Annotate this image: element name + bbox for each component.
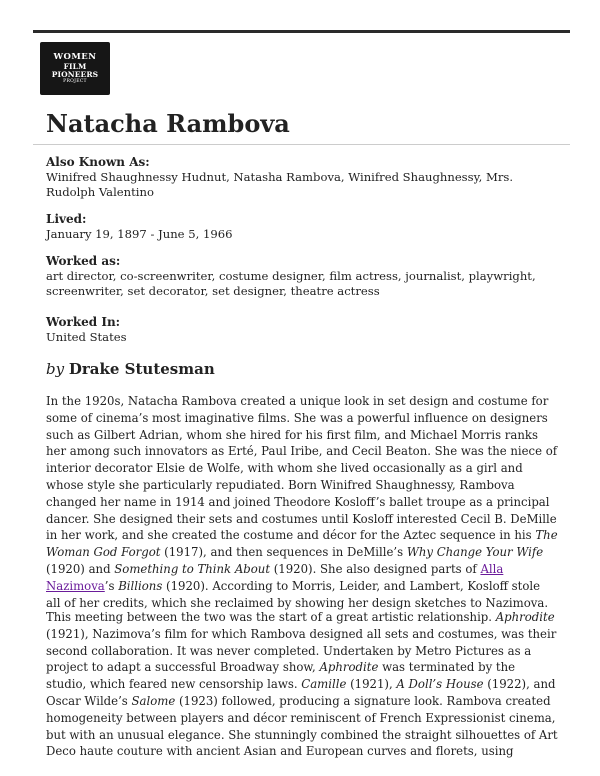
p2-title-5: Salome bbox=[131, 693, 176, 708]
page-title: Natacha Rambova bbox=[46, 109, 290, 138]
p2-title-1: Aphrodite bbox=[495, 610, 555, 624]
p2-text-4: (1921), bbox=[346, 677, 397, 692]
also-known-as-value: Winifred Shaughnessy Hudnut, Natasha Rambova, Winifred Shaughnessy, Mrs. Rudolph Valentino bbox=[46, 170, 514, 199]
logo-line-2: FILM PIONEERS bbox=[51, 62, 99, 79]
p1-title-1: The Woman God Forgot bbox=[46, 528, 558, 560]
paragraph-1 bbox=[46, 393, 558, 611]
p1-text-6: (1920). According to Morris, Leider, and Lambert, Kosloff stole all of her credits, which she reclaimed by showing her design sketches to Nazimova. bbox=[46, 578, 549, 610]
lived-section bbox=[46, 212, 546, 242]
worked-as-section bbox=[46, 254, 546, 299]
p2-title-4: A Doll’s House bbox=[396, 677, 484, 692]
p1-title-3: Something to Think About bbox=[114, 561, 271, 576]
p1-text-5: ’s bbox=[104, 578, 119, 593]
logo-line-3: PROJECT bbox=[63, 79, 87, 84]
logo[interactable] bbox=[40, 42, 110, 95]
header-rule bbox=[33, 30, 570, 33]
byline-author: Drake Stutesman bbox=[68, 360, 215, 378]
p2-text-1: This meeting between the two was the start of a great artistic relationship. bbox=[46, 610, 496, 624]
byline bbox=[46, 360, 215, 378]
p2-text-5: (1922), and Oscar Wilde’s bbox=[46, 677, 556, 708]
also-known-as-section bbox=[46, 155, 546, 200]
p1-text-2: (1917), and then sequences in DeMille’s bbox=[160, 545, 407, 560]
worked-in-section bbox=[46, 315, 546, 345]
p1-title-4: Billions bbox=[118, 578, 163, 593]
logo-line-1: WOMEN bbox=[53, 51, 97, 62]
lived-label: Lived: bbox=[46, 212, 87, 226]
byline-by: by bbox=[46, 360, 65, 378]
also-known-as-label: Also Known As: bbox=[46, 155, 150, 169]
alla-nazimova-link[interactable]: Alla Nazimova bbox=[46, 561, 504, 593]
p2-text-6: (1923) followed, producing a signature look. Rambova created homogeneity between players and décor reminiscent of French Expressionist cinema, but with an unusual elegance. She stunningly combined the straight silhouettes of Art Deco haute couture with ancient Asian and European curves and florets, using bbox=[46, 693, 558, 759]
worked-as-label: Worked as: bbox=[46, 254, 121, 268]
worked-as-value: art director, co-screenwriter, costume designer, film actress, journalist, playwright, screenwriter, set decorator, set designer, theatre actress bbox=[46, 269, 536, 298]
p1-title-2: Why Change Your Wife bbox=[406, 545, 544, 560]
p1-text-3: (1920) and bbox=[46, 561, 115, 576]
lived-value: January 19, 1897 - June 5, 1966 bbox=[46, 227, 233, 241]
p1-text-1: In the 1920s, Natacha Rambova created a unique look in set design and costume for some of cinema’s most imaginative films. She was a powerful influence on designers such as Gilbert Adrian, whom she hired for his first film, and Michael Morris ranks her among such innovators as Erté, Paul Iribe, and Cecil Beaton. She was the niece of interior decorator Elsie de Wolfe, with whom she lived occasionally as a girl and whose style she particularly repudiated. Born Winifred Shaughnessy, Rambova changed her name in 1914 and joined Theodore Kosloff’s ballet troupe as a principal dancer. She designed their sets and costumes until Kosloff interested Cecil B. DeMille in her work, and she created the costume and décor for the Aztec sequence in his bbox=[46, 394, 558, 543]
p2-title-3: Camille bbox=[301, 677, 347, 692]
worked-in-value: United States bbox=[46, 330, 127, 344]
title-divider bbox=[33, 144, 570, 145]
paragraph-2 bbox=[46, 609, 558, 760]
worked-in-label: Worked In: bbox=[46, 315, 121, 329]
p2-text-3: was terminated by the studio, which feared new censorship laws. bbox=[46, 660, 516, 692]
p2-text-2: (1921), Nazimova’s film for which Rambova designed all sets and costumes, was their second collaboration. It was never completed. Undertaken by Metro Pictures as a project to adapt a successful Broadway show, bbox=[46, 626, 557, 675]
p1-text-4: (1920). She also designed parts of bbox=[270, 561, 481, 576]
p2-title-2: Aphrodite bbox=[319, 660, 379, 675]
